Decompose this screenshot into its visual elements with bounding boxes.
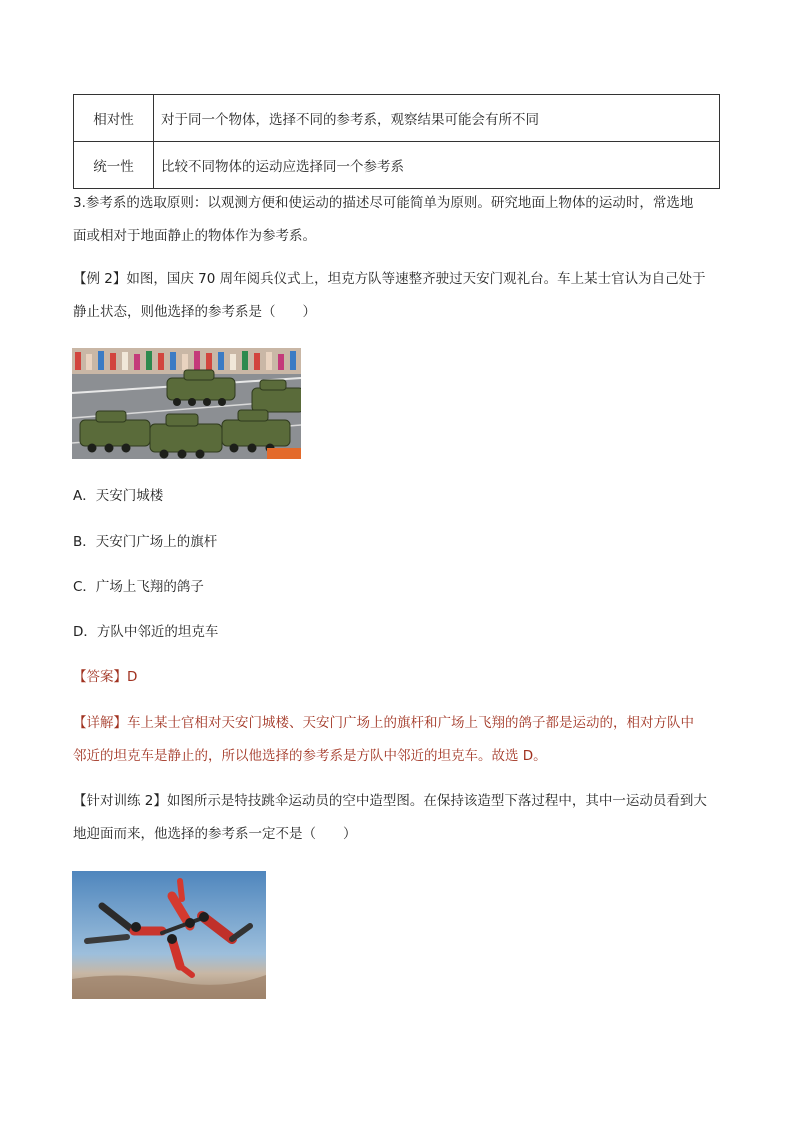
- option-d: D．方队中邻近的坦克车: [73, 624, 219, 640]
- training-question-line: 地迎面而来，他选择的参考系一定不是（ ）: [73, 826, 357, 842]
- table-key-cell: 统一性: [74, 142, 154, 189]
- skydivers-image: [72, 871, 266, 999]
- detail-line: 邻近的坦克车是静止的，所以他选择的参考系是方队中邻近的坦克车。故选 D。: [73, 748, 547, 764]
- training-question: [73, 785, 723, 851]
- example-question-line: 【例 2】如图，国庆 70 周年阅兵仪式上，坦克方队等速整齐驶过天安门观礼台。车上某士官认为自己处于: [73, 271, 706, 287]
- option-b: B．天安门广场上的旗杆: [73, 534, 218, 550]
- example-question-line: 静止状态，则他选择的参考系是（ ）: [73, 304, 316, 320]
- principle-paragraph: [73, 187, 723, 253]
- table-row: [74, 142, 720, 189]
- table-row: [74, 95, 720, 142]
- option-c: C．广场上飞翔的鸽子: [73, 579, 204, 595]
- tank-parade-image: [72, 348, 301, 459]
- detail-explanation: [73, 707, 723, 773]
- principle-line: 3.参考系的选取原则：以观测方便和使运动的描述尽可能简单为原则。研究地面上物体的运动时，常选地: [73, 195, 694, 211]
- training-question-line: 【针对训练 2】如图所示是特技跳伞运动员的空中造型图。在保持该造型下落过程中，其中一运动员看到大: [73, 793, 707, 809]
- example-question: [73, 263, 723, 329]
- detail-line: 【详解】车上某士官相对天安门城楼、天安门广场上的旗杆和广场上飞翔的鸽子都是运动的，相对方队中: [73, 715, 694, 731]
- reference-frame-properties-table: [73, 94, 720, 189]
- table-value-cell: 对于同一个物体，选择不同的参考系，观察结果可能会有所不同: [154, 95, 720, 142]
- answer-text: 【答案】D: [73, 669, 138, 685]
- option-a: A．天安门城楼: [73, 488, 164, 504]
- table-key-cell: 相对性: [74, 95, 154, 142]
- principle-line: 面或相对于地面静止的物体作为参考系。: [73, 228, 316, 244]
- table-value-cell: 比较不同物体的运动应选择同一个参考系: [154, 142, 720, 189]
